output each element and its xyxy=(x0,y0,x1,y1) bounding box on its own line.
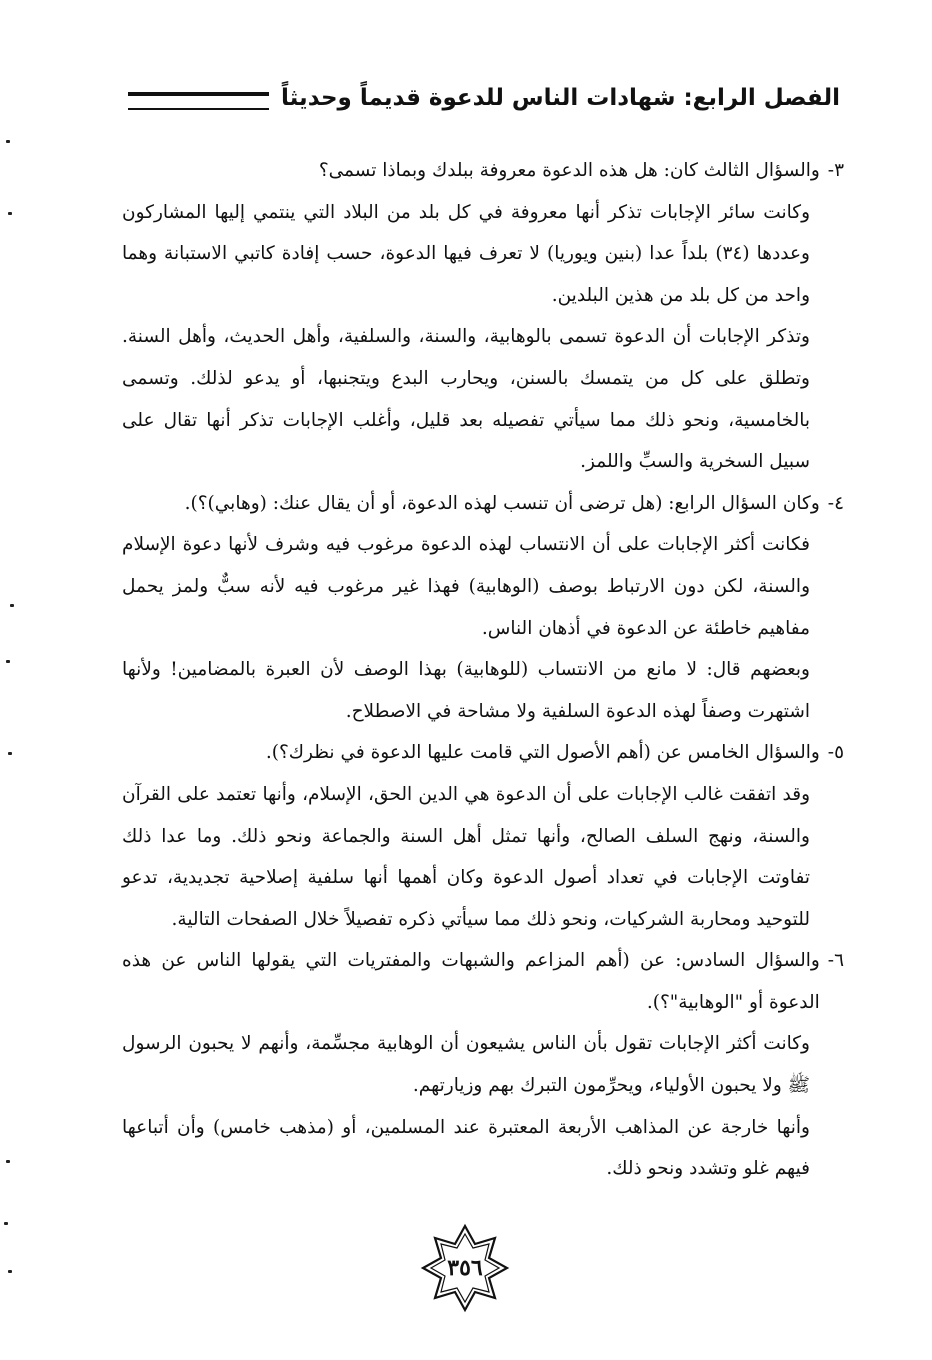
page-body xyxy=(122,150,844,1190)
question-3-text: والسؤال الثالث كان: هل هذه الدعوة معروفة ببلدك وبماذا تسمى؟ xyxy=(318,160,820,181)
header-rule xyxy=(128,92,269,110)
scan-speck xyxy=(8,1270,12,1273)
question-5-text: والسؤال الخامس عن (أهم الأصول التي قامت عليها الدعوة في نظرك؟). xyxy=(265,742,820,764)
paragraph-2: وتذكر الإجابات أن الدعوة تسمى بالوهابية، والسنة، والسلفية، وأهل الحديث، وأهل السنة. وتطلق على كل من يتمسك بالسنن، ويحارب البدع ويتجنبها، أو يدعو لذلك. وتسمى بالخامسية، ونحو ذلك مما سيأتي تفصيله بعد قليل، وأغلب الإجابات تذكر أنها تقال على سبيل السخرية والسبِّ واللمز. xyxy=(122,326,810,473)
page-number: ٣٥٦ xyxy=(447,1255,483,1281)
scan-speck xyxy=(6,660,10,663)
question-6 xyxy=(122,940,844,1023)
running-header xyxy=(128,78,840,118)
scan-speck xyxy=(8,212,12,215)
paragraph-5: وقد اتفقت غالب الإجابات على أن الدعوة هي الدين الحق، الإسلام، وأنها تعتمد على القرآن والسنة، ونهج السلف الصالح، وأنها تمثل أهل السنة والجماعة ونحو ذلك. وما عدا ذلك تفاوتت الإجابات في تعداد أصول الدعوة وكان أهمها أنها سلفية إصلاحية تجديدية، تدعو للتوحيد ومحاربة الشركيات، ونحو ذلك مما سيأتي ذكره تفصيلاً خلال الصفحات التالية. xyxy=(122,783,810,930)
question-5 xyxy=(122,732,844,774)
page-number-ornament xyxy=(417,1220,513,1316)
question-4-text: وكان السؤال الرابع: (هل ترضى أن تنسب لهذه الدعوة، أو أن يقال عنك: (وهابي)؟). xyxy=(184,492,820,514)
chapter-title: الفصل الرابع: شهادات الناس للدعوة قديماً وحديثاً xyxy=(281,85,840,111)
scan-speck xyxy=(6,140,10,143)
paragraph-4: وبعضهم قال: لا مانع من الانتساب (للوهابية) بهذا الوصف لأن العبرة بالمضامين! ولأنها اشتهرت وصفاً لهذه الدعوة السلفية ولا مشاحة في الاصطلاح. xyxy=(122,659,810,722)
paragraph-6: وكانت أكثر الإجابات تقول بأن الناس يشيعون أن الوهابية مجسِّمة، وأنهم لا يحبون الرسول ﷺ ولا يحبون الأولياء، ويحرِّمون التبرك بهم وزيارتهم. xyxy=(122,1033,810,1097)
scan-speck xyxy=(6,1160,10,1163)
scan-speck xyxy=(10,604,14,607)
scan-speck xyxy=(4,1222,8,1225)
question-5-number: ٥- xyxy=(827,742,844,764)
paragraph-1: وكانت سائر الإجابات تذكر أنها معروفة في كل بلد من البلاد التي ينتمي إليها المشاركون وعددها (٣٤) بلداً عدا (بنين ويوريا) لا تعرف فيها الدعوة، حسب إفادة كاتبي الاستبانة وهما واحد من كل بلد من هذين البلدين. xyxy=(122,201,810,306)
paragraph-7: وأنها خارجة عن المذاهب الأربعة المعتبرة عند المسلمين، أو (مذهب خامس) وأن أتباعها فيهم غلو وتشدد ونحو ذلك. xyxy=(122,1116,810,1180)
paragraph-3: فكانت أكثر الإجابات على أن الانتساب لهذه الدعوة مرغوب فيه وشرف لأنها دعوة الإسلام والسنة، لكن دون الارتباط بوصف (الوهابية) فهذا غير مرغوب فيه لأنه سبٌّ ولمز يحمل مفاهيم خاطئة عن الدعوة في أذهان الناس. xyxy=(122,534,810,639)
question-6-number: ٦- xyxy=(827,950,844,972)
question-4 xyxy=(122,483,844,525)
question-3 xyxy=(122,150,844,192)
question-3-number: ٣- xyxy=(827,160,844,181)
question-6-text: والسؤال السادس: عن (أهم المزاعم والشبهات والمفتريات التي يقولها الناس عن هذه الدعوة أو "الوهابية"؟). xyxy=(122,950,820,1013)
question-4-number: ٤- xyxy=(827,492,844,514)
scan-speck xyxy=(8,752,12,755)
